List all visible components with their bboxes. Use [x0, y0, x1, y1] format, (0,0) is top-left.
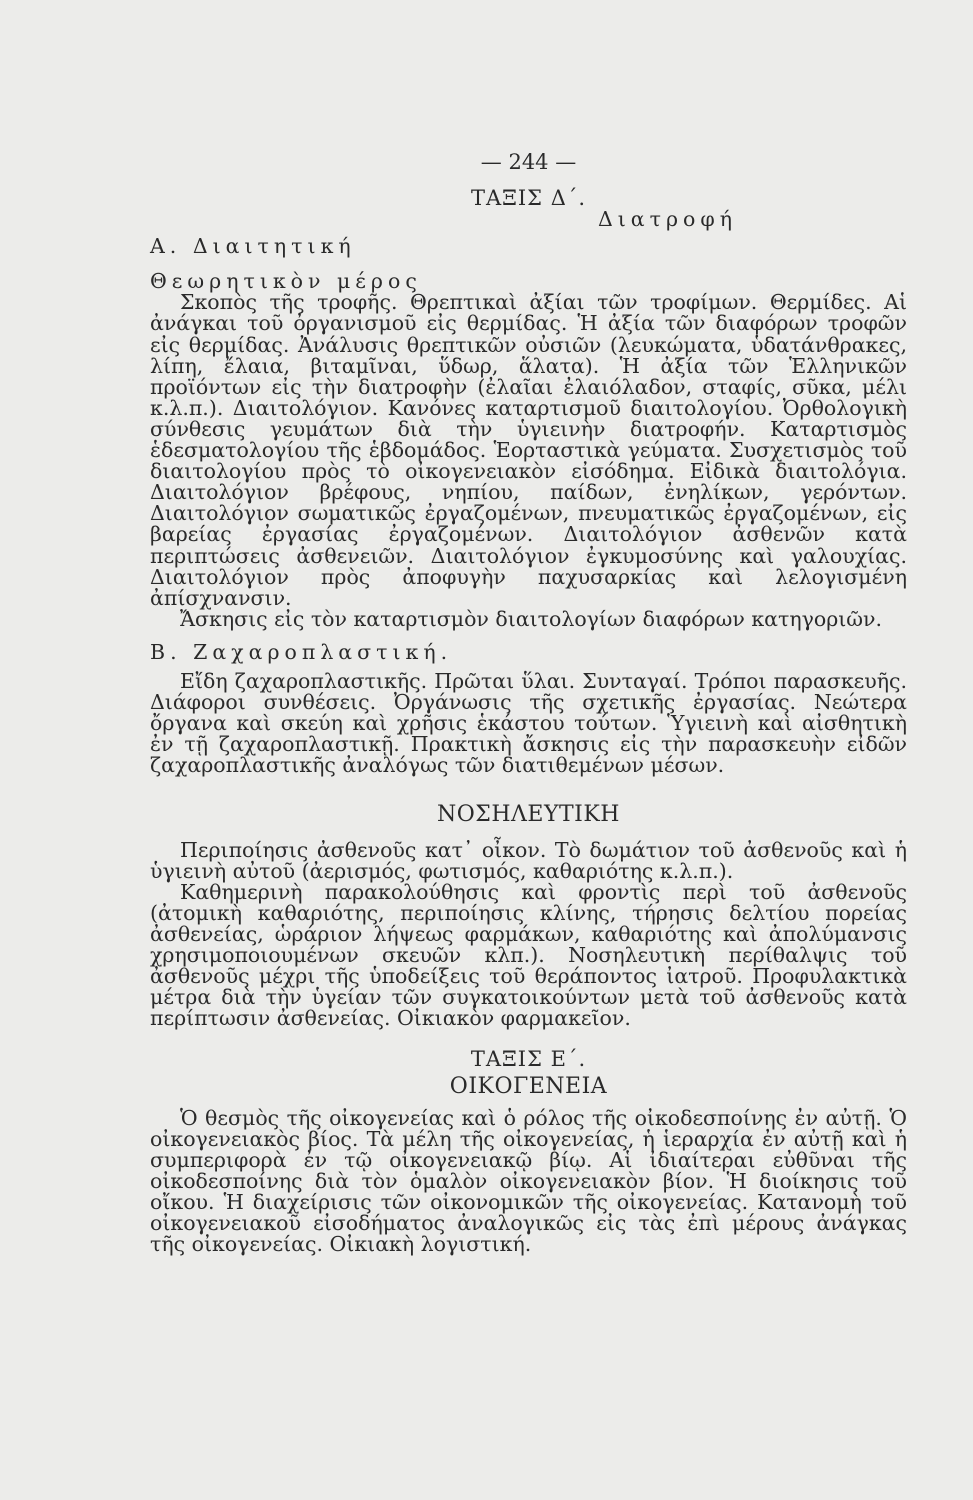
part-b-paragraph: Εἴδη ζαχαροπλαστικῆς. Πρῶται ὕλαι. Συνταγαί. Τρόποι παρασκευῆς. Διάφοροι συνθέσεις. Ὀργάνωσις τῆς σχετικῆς ἐργασίας. Νεώτερα ὄργανα καὶ σκεύη καὶ χρῆσις ἑκάστου τούτων. Ὑγιεινὴ καὶ αἰσθητικὴ ἐν τῇ ζαχαροπλαστικῇ. Πρακτικὴ ἄσκησις εἰς τὴν παρασκευὴν εἰδῶν ζαχαροπλαστικῆς ἀναλόγως τῶν διατιθεμένων μέσων.	[150, 668, 907, 778]
section-d-subheading: Διατροφή	[597, 207, 737, 232]
part-a-paragraph-2: Ἄσκησις εἰς τὸν καταρτισμὸν διαιτολογίων διαφόρων κατηγοριῶν.	[180, 606, 882, 631]
page-text	[150, 150, 907, 1255]
nursing-heading: ΝΟΣΗΛΕΥΤΙΚΗ	[437, 802, 620, 828]
part-a-title: Α. Διαιτητική	[150, 234, 356, 259]
section-e-paragraph: Ὁ θεσμὸς τῆς οἰκογενείας καὶ ὁ ρόλος τῆς οἰκοδεσποίνης ἐν αὐτῇ. Ὁ οἰκογενειακὸς βίος. Τὰ μέλη τῆς οἰκογενείας, ἡ ἱεραρχία ἐν αὐτῇ καὶ ἡ συμπεριφορὰ ἐν τῷ οἰκογενειακῷ βίῳ. Αἱ ἰδιαίτεραι εὐθῦναι τῆς οἰκοδεσποίνης διὰ τὸν ὁμαλὸν οἰκογενειακὸν βίον. Ἡ διοίκησις τοῦ οἴκου. Ἡ διαχείρισις τῶν οἰκονομικῶν τῆς οἰκογενείας. Κατανομὴ τοῦ οἰκογενειακοῦ εἰσοδήματος ἀναλογικῶς εἰς τὰς ἐπὶ μέρους ἀνάγκας τῆς οἰκογενείας. Οἰκιακὴ λογιστική.	[150, 1105, 907, 1257]
section-e-subheading: ΟΙΚΟΓΕΝΕΙΑ	[449, 1074, 608, 1100]
part-a-paragraph: Σκοπὸς τῆς τροφῆς. Θρεπτικαὶ ἀξίαι τῶν τροφίμων. Θερμίδες. Αἱ ἀνάγκαι τοῦ ὀργανισμοῦ εἰς θερμίδας. Ἡ ἀξία τῶν διαφόρων τροφῶν εἰς θερμίδας. Ἀνάλυσις θρεπτικῶν οὐσιῶν (λευκώματα, ὑδατάνθρακες, λίπη, ἔλαια, βιταμῖναι, ὕδωρ, ἅλατα). Ἡ ἀξία τῶν Ἑλληνικῶν προϊόντων εἰς τὴν διατροφὴν (ἐλαῖαι ἐλαιόλαδον, σταφίς, σῦκα, μέλι κ.λ.π.). Διαιτολόγιον. Κανόνες καταρτισμοῦ διαιτολογίου. Ὀρθολογικὴ σύνθεσις γευμάτων διὰ τὴν ὑγιεινὴν διατροφήν. Καταρτισμὸς ἑδεσματολογίου τῆς ἑβδομάδος. Ἑορταστικὰ γεύματα. Συσχετισμὸς τοῦ διαιτολογίου πρὸς τὸ οἰκογενειακὸν εἰσόδημα. Εἰδικὰ διαιτολόγια. Διαιτολόγιον βρέφους, νηπίου, παίδων, ἐνηλίκων, γερόντων. Διαιτολόγιον σωματικῶς ἐργαζομένων, πνευματικῶς ἐργαζομένων, εἰς βαρείας ἐργασίας ἐργαζομένων. Διαιτολόγιον ἀσθενῶν κατὰ περιπτώσεις ἀσθενειῶν. Διαιτολόγιον ἐγκυμοσύνης καὶ γαλουχίας. Διαιτολόγιον πρὸς ἀποφυγὴν παχυσαρκίας καὶ λελογισμένη ἀπίσχνανσιν.	[150, 290, 907, 610]
page-number: — 244 —	[480, 150, 577, 174]
part-a-subtitle: Θεωρητικὸν μέρος	[150, 269, 422, 294]
section-e-heading: ΤΑΞΙΣ Ε΄.	[470, 1047, 587, 1072]
nursing-paragraph-2: Καθημερινὴ παρακολούθησις καὶ φροντὶς περὶ τοῦ ἀσθενοῦς (ἀτομικὴ καθαριότης, περιποίησις κλίνης, τήρησις δελτίου πορείας ἀσθενείας, ὡράριον λήψεως φαρμάκων, καθαριότης καὶ ἀπολύμανσις χρησιμοποιουμένων σκευῶν κλπ.). Νοσηλευτικὴ περίθαλψις τοῦ ἀσθενοῦς μέχρι τῆς ὑποδείξεις τοῦ θεράποντος ἰατροῦ. Προφυλακτικὰ μέτρα διὰ τὴν ὑγείαν τῶν συγκατοικούντων μετὰ τοῦ ἀσθενοῦς κατὰ περίπτωσιν ἀσθενείας. Οἰκιακὸν φαρμακεῖον.	[150, 879, 907, 1031]
nursing-paragraph-1: Περιποίησις ἀσθενοῦς κατ᾿ οἶκον. Τὸ δωμάτιον τοῦ ἀσθενοῦς καὶ ἡ ὑγιεινὴ αὐτοῦ (ἀερισμός, φωτισμός, καθαριότης κ.λ.π.).	[150, 837, 907, 883]
section-d-heading: ΤΑΞΙΣ Δ΄.	[470, 186, 587, 210]
part-b-title: Β. Ζαχαροπλαστική.	[150, 639, 453, 664]
